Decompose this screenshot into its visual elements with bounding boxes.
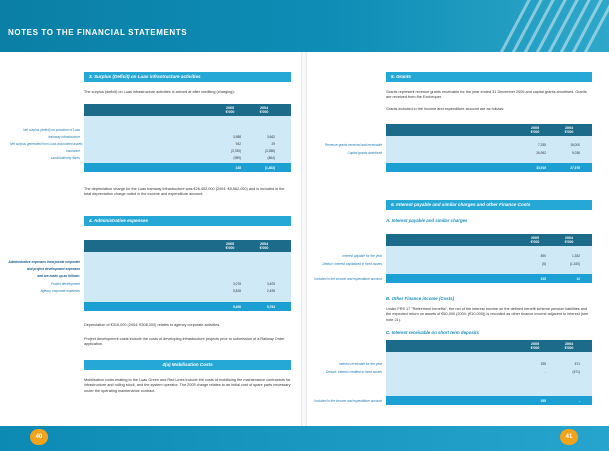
table-cell: 942 — [235, 142, 241, 146]
table-cell: 890 — [540, 254, 546, 258]
table-row-label: Deduct: Interest credited to fixed assets — [326, 370, 382, 374]
section-5-para-2: Grants included in the income and expenditure account are as follows: — [386, 107, 505, 111]
section-6b-subheading: B. Other Finance income (Costs) — [386, 296, 455, 301]
section-4a-heading: 4(a) Mobilisation Costs — [84, 360, 291, 370]
table-row-label: Net surplus (deficit) on provision of Luas — [23, 128, 80, 132]
table-cell: 5,828 — [233, 289, 241, 293]
total-2005: 395 — [540, 398, 546, 403]
section-6b-para: Under FRS 17 "Retirement benefits", the net of the interest income on the defined benefit scheme pension liabilities and the expected return on assets of €50,000 (2004: (€10,000)) is recorded as other finance income adjacent to interest (see note 21). — [386, 307, 589, 322]
table-cell: 1,352 — [572, 254, 580, 258]
table-cell: 7,255 — [538, 143, 546, 147]
total-2005: 33,919 — [536, 165, 546, 170]
table-cell: 2,495 — [267, 289, 275, 293]
table-cell: 9,036 — [572, 151, 580, 155]
section-6a-subheading: A. Interest payable and similar charges — [386, 218, 468, 223]
col-2004: 2004 €'000 — [564, 126, 574, 135]
section-5-table-body — [386, 136, 592, 163]
table-row-label: and are made up as follows: — [37, 274, 80, 278]
section-5-para-1: Grants represent revenue grants receivable for the year ended 31 December 2005 and capital grants amortised. Grants are received from the Exchequer. — [386, 90, 587, 100]
table-cell: 26,962 — [536, 151, 546, 155]
header-banner — [0, 0, 609, 52]
section-6c-table-header — [386, 340, 592, 352]
table-row-label: Project development — [50, 282, 80, 286]
col-2005: 2005 €'000 — [530, 342, 540, 351]
table-row-label: Insurance — [66, 149, 80, 153]
table-row-label: Included in the income and expenditure account — [314, 399, 382, 403]
total-2004: 5,764 — [267, 304, 275, 309]
table-row-label: and project development expenses — [26, 267, 80, 271]
section-5-table-total — [386, 163, 592, 172]
section-6a-table-total — [386, 274, 592, 283]
section-4-table-body — [84, 252, 291, 302]
col-2004: 2004 €'000 — [564, 342, 574, 351]
section-6a-table-header — [386, 234, 592, 246]
total-2005: 228 — [235, 165, 241, 170]
page-title: NOTES TO THE FINANCIAL STATEMENTS — [8, 28, 188, 37]
col-2004: 2004 €'000 — [259, 106, 269, 115]
total-2005: 9,406 — [233, 304, 241, 309]
page-number-right: 41 — [560, 429, 578, 445]
table-row-label: Capital grants amortised — [347, 151, 382, 155]
col-2004: 2004 €'000 — [259, 242, 269, 251]
section-3-table-total — [84, 163, 291, 172]
table-cell: (5) — [542, 262, 546, 266]
table-row-label: Interest receivable for the year — [338, 362, 382, 366]
table-row-label: Net surplus generated from Luas associated assets — [10, 142, 83, 146]
section-3-intro: The surplus (deficit) on Luas infrastructure activities is arrived at after crediting (charging): — [84, 90, 235, 94]
table-cell: (989) — [233, 156, 241, 160]
table-cell: 395 — [540, 362, 546, 366]
section-6c-table-body — [386, 352, 592, 396]
footer-bar — [0, 426, 609, 451]
section-3-heading: 3. Surplus (Deficit) on Luas infrastructure activities — [84, 72, 291, 82]
table-cell: 18,000 — [570, 143, 580, 147]
section-5-table-header — [386, 124, 592, 136]
table-row-label: Included in the income and expenditure account — [314, 277, 382, 281]
table-cell: 3,078 — [233, 282, 241, 286]
col-2004: 2004 €'000 — [564, 236, 574, 245]
table-cell: 3,409 — [267, 282, 275, 286]
table-cell: 3,662 — [267, 135, 275, 139]
total-2004: 12 — [576, 276, 580, 281]
table-cell: (1,340) — [569, 262, 580, 266]
section-5-heading: 5. Grants — [386, 72, 592, 82]
section-6a-table-body — [386, 246, 592, 274]
section-4a-para: Mobilisation costs relating to the Luas Green and Red Lines include the costs of mobilising the maintenance contractors for infrastructure and rolling stock, and the system operator. The 2005 charge relates to an initial cost of spare parts necessary under the operating maintenance contract. — [84, 378, 291, 393]
table-row-label: Interest payable for the year — [342, 254, 382, 258]
decorative-graphic — [489, 0, 609, 52]
table-row-label: Land/Authority fibres — [50, 156, 80, 160]
col-2005: 2005 €'000 — [225, 242, 235, 251]
table-cell: - — [544, 370, 546, 374]
section-3-note: The depreciation charge for the Luas tramway infrastructure was €26,452,000 (2004: €8,562,000) and is included in the total depreciation charge noted in the income and expenditure account. — [84, 187, 285, 197]
section-6-heading: 6. Interest payable and similar charges and other Finance Costs — [386, 200, 592, 210]
page-number-left: 40 — [30, 429, 48, 445]
section-6c-table-total — [386, 396, 592, 405]
total-2004: - — [578, 398, 580, 403]
table-row-label: Agency corporate expenses — [40, 289, 80, 293]
total-2005: 315 — [540, 276, 546, 281]
section-6c-subheading: C. Interest receivable on short term deposits — [386, 330, 479, 335]
section-3-table-header — [84, 104, 291, 116]
total-2004: (1,403) — [264, 165, 275, 170]
table-cell: (671) — [572, 370, 580, 374]
table-row-label: Revenue grants received and receivable — [324, 143, 382, 147]
table-row-label: Deduct: Interest capitalised in fixed assets — [322, 262, 382, 266]
section-4-table-header — [84, 240, 291, 252]
section-4-table-total — [84, 302, 291, 311]
table-cell: 671 — [574, 362, 580, 366]
total-2004: 27,576 — [570, 165, 580, 170]
table-cell: 3,988 — [233, 135, 241, 139]
table-cell: (864) — [267, 156, 275, 160]
table-row-label: Administrative expenses incorporate corporate — [8, 260, 80, 264]
col-2005: 2005 €'000 — [530, 126, 540, 135]
table-cell: 29 — [271, 142, 275, 146]
col-2005: 2005 €'000 — [530, 236, 540, 245]
table-cell: (3,785) — [230, 149, 241, 153]
col-2005: 2005 €'000 — [225, 106, 235, 115]
section-4-para-1: Depreciation of €315,000 (2004: €308,000) relates to agency corporate activities. — [84, 323, 221, 327]
section-4-heading: 4. Administrative expenses — [84, 216, 291, 226]
table-row-label: tramway infrastructure — [48, 135, 80, 139]
section-4-para-2: Project development costs include the costs of developing infrastructure projects prior to submission of a Railway Order application. — [84, 337, 285, 347]
table-cell: (3,288) — [264, 149, 275, 153]
